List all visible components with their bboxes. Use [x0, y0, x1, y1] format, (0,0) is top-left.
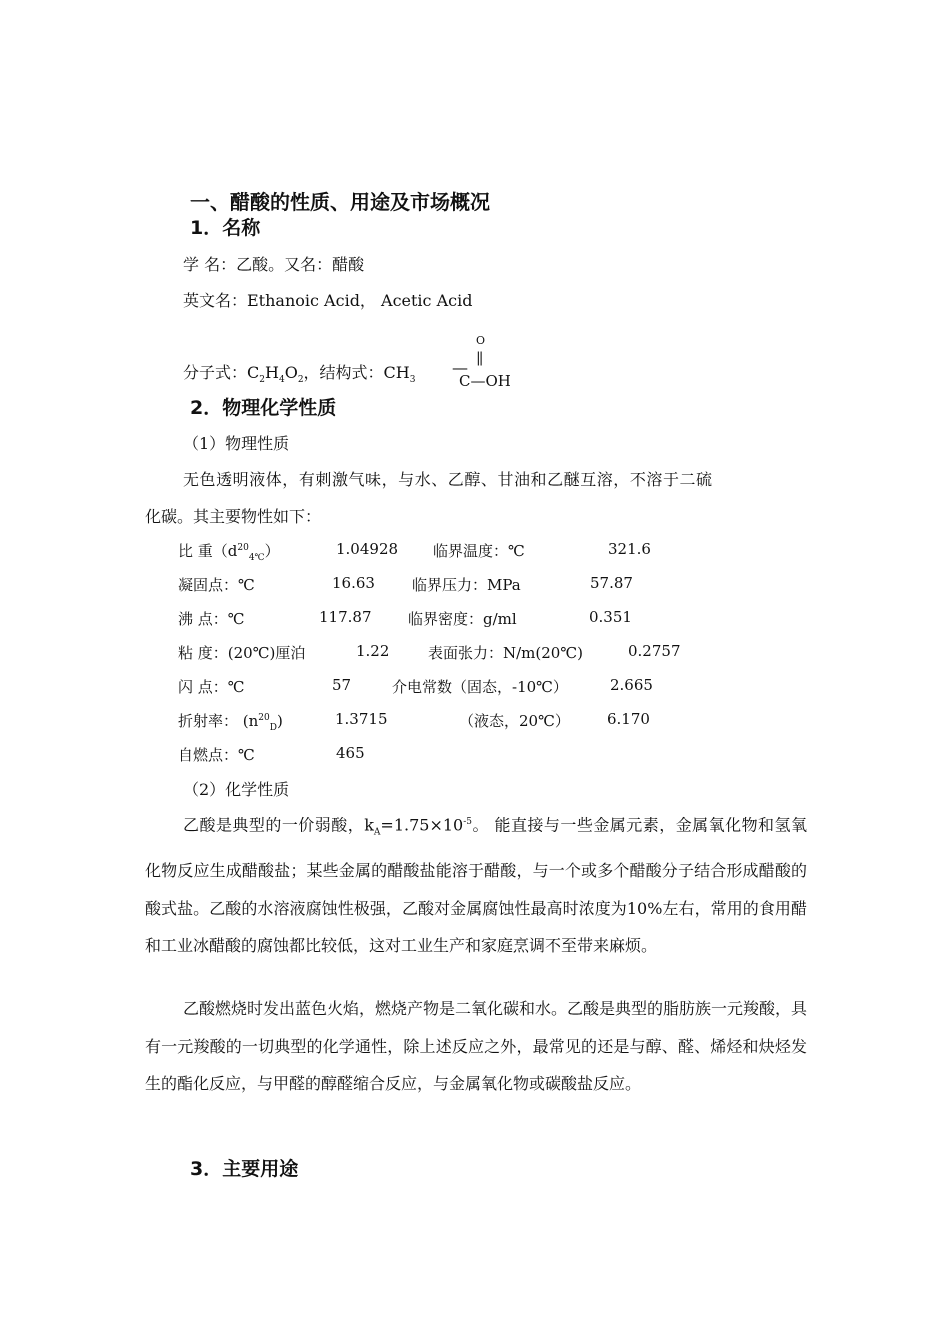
prop-liquid-label: （液态，20℃）: [459, 712, 570, 730]
prop-dielectric-value: 2.665: [610, 676, 653, 694]
prop-viscosity-value: 1.22: [356, 642, 390, 660]
prop-autoignition-value: 465: [336, 744, 365, 762]
section-title: 一、醋酸的性质、用途及市场概况: [190, 190, 490, 214]
prop-viscosity-label: 粘 度：(20℃)厘泊: [178, 644, 306, 662]
prop-specific-gravity-value: 1.04928: [336, 540, 399, 558]
structure-bond-dash: —: [452, 358, 468, 377]
prop-critical-pressure-label: 临界压力：MPa: [412, 576, 521, 594]
prop-autoignition-label: 自燃点：℃: [178, 746, 255, 764]
scientific-name: 学 名：乙酸。又名：醋酸: [183, 255, 365, 274]
prop-refraction-label: 折射率： $(n^{20}_D)$: [178, 712, 283, 733]
prop-liquid-value: 6.170: [607, 710, 650, 728]
prop-flash-label: 闪 点：℃: [178, 678, 245, 696]
prop-dielectric-label: 介电常数（固态，-10℃）: [392, 678, 568, 696]
molecular-formula: 分子式：$C_2H_4O_2$，结构式：$CH_3$: [183, 363, 416, 386]
heading-properties: 2．物理化学性质: [190, 397, 337, 419]
prop-refraction-value: 1.3715: [335, 710, 388, 728]
prop-surface-tension-value: 0.2757: [628, 642, 681, 660]
prop-boiling-value: 117.87: [319, 608, 372, 626]
prop-critical-density-value: 0.351: [589, 608, 632, 626]
prop-critical-temp-value: 321.6: [608, 540, 651, 558]
prop-specific-gravity-label: 比 重$(d^{20}_{4℃})$: [178, 542, 280, 563]
heading-name: 1．名称: [190, 217, 261, 239]
structure-oxygen: O: [476, 334, 486, 347]
prop-boiling-label: 沸 点：℃: [178, 610, 245, 628]
subheading-physical: （1）物理性质: [183, 434, 290, 453]
prop-flash-value: 57: [332, 676, 352, 694]
prop-critical-density-label: 临界密度：g/ml: [408, 610, 517, 628]
prop-freezing-value: 16.63: [332, 574, 375, 592]
chemical-paragraph-2: 乙酸燃烧时发出蓝色火焰，燃烧产物是二氧化碳和水。乙酸是典型的脂肪族一元羧酸，具有一元羧酸的一切典型的化学通性，除上述反应之外，最常见的还是与醇、醛、烯烃和炔烃发生的酯化反应，与甲醛的醇醛缩合反应，与金属氧化物或碳酸盐反应。: [145, 999, 808, 1093]
intro-line-1: 无色透明液体，有刺激气味，与水、乙醇、甘油和乙醚互溶，不溶于二硫: [183, 470, 713, 489]
prop-critical-pressure-value: 57.87: [590, 574, 633, 592]
prop-freezing-label: 凝固点：℃: [178, 576, 255, 594]
structure-double-bond: ||: [476, 350, 482, 366]
subheading-chemical: （2）化学性质: [183, 780, 290, 799]
english-name: 英文名：Ethanoic Acid， Acetic Acid: [183, 291, 473, 310]
chemical-paragraph-1: 乙酸是典型的一价弱酸，$k_A=1.75\times 10^{-5}$。 能直接与一些金属元素，金属氧化物和氢氧化物反应生成醋酸盐；某些金属的醋酸盐能溶于醋酸，与一个或多个醋酸分子结合形成醋酸的酸式盐。乙酸的水溶液腐蚀性极强，乙酸对金属腐蚀性最高时浓度为10%左右，常用的食用醋和工业冰醋酸的腐蚀都比较低，这对工业生产和家庭烹调不至带来麻烦。: [145, 815, 807, 956]
prop-surface-tension-label: 表面张力：N/m(20℃): [428, 644, 583, 662]
prop-critical-temp-label: 临界温度：℃: [433, 542, 525, 560]
heading-uses: 3．主要用途: [190, 1158, 299, 1180]
structure-carboxyl: C—OH: [459, 372, 511, 390]
intro-line-2: 化碳。其主要物性如下：: [145, 507, 322, 526]
